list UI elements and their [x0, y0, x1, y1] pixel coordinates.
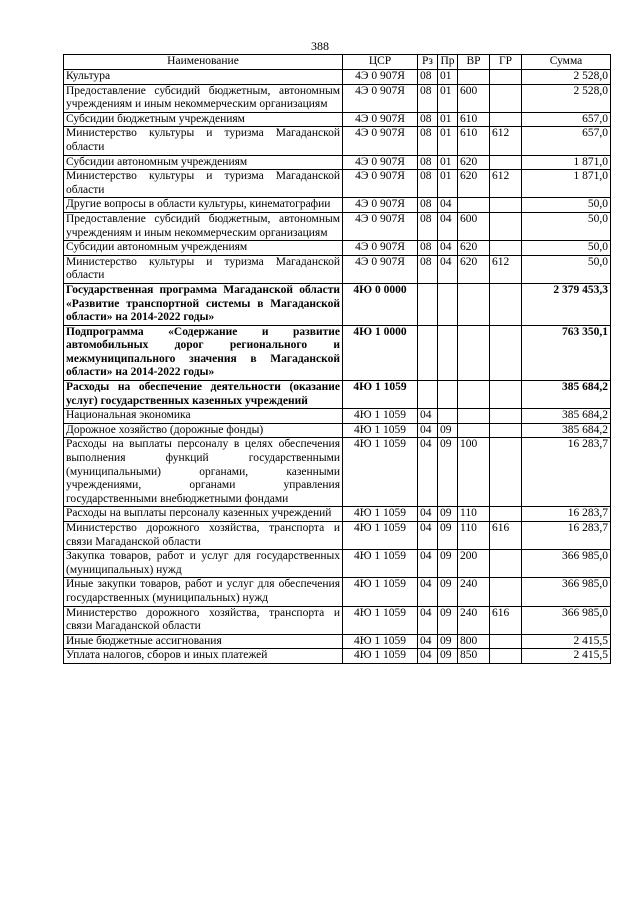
cell-vr: 620	[458, 155, 490, 170]
cell-gr: 612	[490, 127, 522, 155]
cell-rz: 08	[418, 241, 438, 256]
cell-vr: 620	[458, 241, 490, 256]
cell-rz: 04	[418, 606, 438, 634]
column-header-gr: ГР	[490, 55, 522, 70]
column-header-vr: ВР	[458, 55, 490, 70]
column-header-sum: Сумма	[522, 55, 611, 70]
cell-vr: 620	[458, 255, 490, 283]
cell-name: Подпрограмма «Содержание и развитие автомобильных дорог регионального и межмуниципального значения в Магаданской области» на 2014-2022 годы»	[64, 325, 343, 380]
cell-sum: 385 684,2	[522, 409, 611, 424]
cell-vr: 610	[458, 112, 490, 127]
table-row	[64, 283, 611, 325]
cell-sum: 50,0	[522, 241, 611, 256]
cell-gr	[490, 634, 522, 649]
column-header-name: Наименование	[64, 55, 343, 70]
cell-name: Министерство дорожного хозяйства, транспорта и связи Магаданской области	[64, 522, 343, 550]
cell-vr: 100	[458, 438, 490, 507]
cell-csr: 4Э 0 907Я	[343, 170, 418, 198]
cell-pr: 01	[438, 112, 458, 127]
cell-sum: 366 985,0	[522, 606, 611, 634]
column-header-pr: Пр	[438, 55, 458, 70]
cell-gr	[490, 578, 522, 606]
cell-sum: 50,0	[522, 255, 611, 283]
table-row	[64, 438, 611, 507]
cell-sum: 16 283,7	[522, 522, 611, 550]
cell-csr: 4Ю 1 1059	[343, 578, 418, 606]
cell-sum: 50,0	[522, 198, 611, 213]
cell-name: Министерство культуры и туризма Магаданской области	[64, 127, 343, 155]
table-row	[64, 550, 611, 578]
cell-vr: 240	[458, 606, 490, 634]
cell-csr: 4Э 0 907Я	[343, 255, 418, 283]
cell-csr: 4Ю 1 1059	[343, 409, 418, 424]
table-row	[64, 381, 611, 409]
cell-vr: 200	[458, 550, 490, 578]
cell-rz: 04	[418, 409, 438, 424]
cell-csr: 4Э 0 907Я	[343, 70, 418, 85]
cell-pr: 09	[438, 634, 458, 649]
cell-sum: 16 283,7	[522, 438, 611, 507]
table-row	[64, 507, 611, 522]
cell-gr	[490, 155, 522, 170]
cell-sum: 763 350,1	[522, 325, 611, 380]
cell-name: Министерство культуры и туризма Магаданской области	[64, 170, 343, 198]
cell-name: Министерство дорожного хозяйства, транспорта и связи Магаданской области	[64, 606, 343, 634]
cell-vr	[458, 409, 490, 424]
column-header-rz: Рз	[418, 55, 438, 70]
cell-name: Расходы на обеспечение деятельности (оказание услуг) государственных казенных учреждений	[64, 381, 343, 409]
cell-sum: 1 871,0	[522, 155, 611, 170]
cell-pr: 09	[438, 550, 458, 578]
cell-vr: 620	[458, 170, 490, 198]
cell-pr: 04	[438, 255, 458, 283]
cell-rz: 04	[418, 550, 438, 578]
cell-csr: 4Э 0 907Я	[343, 155, 418, 170]
cell-csr: 4Ю 1 0000	[343, 325, 418, 380]
cell-vr: 110	[458, 507, 490, 522]
cell-vr: 850	[458, 649, 490, 664]
cell-gr: 612	[490, 255, 522, 283]
cell-rz: 04	[418, 438, 438, 507]
cell-gr	[490, 283, 522, 325]
cell-rz: 08	[418, 198, 438, 213]
cell-rz: 04	[418, 578, 438, 606]
cell-pr: 04	[438, 241, 458, 256]
cell-vr: 610	[458, 127, 490, 155]
cell-pr: 09	[438, 578, 458, 606]
cell-gr	[490, 423, 522, 438]
cell-gr	[490, 438, 522, 507]
cell-pr: 01	[438, 155, 458, 170]
cell-sum: 2 415,5	[522, 649, 611, 664]
cell-name: Министерство культуры и туризма Магаданской области	[64, 255, 343, 283]
cell-sum: 657,0	[522, 112, 611, 127]
cell-name: Уплата налогов, сборов и иных платежей	[64, 649, 343, 664]
column-header-csr: ЦСР	[343, 55, 418, 70]
cell-name: Дорожное хозяйство (дорожные фонды)	[64, 423, 343, 438]
cell-name: Предоставление субсидий бюджетным, автономным учреждениям и иным некоммерческим организациям	[64, 84, 343, 112]
cell-csr: 4Э 0 907Я	[343, 112, 418, 127]
cell-pr: 04	[438, 198, 458, 213]
cell-name: Иные бюджетные ассигнования	[64, 634, 343, 649]
table-row	[64, 522, 611, 550]
table-row	[64, 255, 611, 283]
cell-rz: 04	[418, 634, 438, 649]
cell-rz: 08	[418, 127, 438, 155]
cell-csr: 4Ю 1 1059	[343, 507, 418, 522]
cell-csr: 4Э 0 907Я	[343, 212, 418, 240]
cell-csr: 4Ю 1 1059	[343, 634, 418, 649]
cell-sum: 657,0	[522, 127, 611, 155]
cell-rz: 04	[418, 507, 438, 522]
cell-csr: 4Э 0 907Я	[343, 241, 418, 256]
table-row	[64, 649, 611, 664]
cell-pr: 09	[438, 522, 458, 550]
cell-rz: 08	[418, 70, 438, 85]
table-row	[64, 170, 611, 198]
cell-gr	[490, 112, 522, 127]
cell-name: Предоставление субсидий бюджетным, автономным учреждениям и иным некоммерческим организациям	[64, 212, 343, 240]
cell-rz: 04	[418, 522, 438, 550]
cell-pr: 01	[438, 170, 458, 198]
cell-gr	[490, 381, 522, 409]
table-row	[64, 84, 611, 112]
cell-pr: 09	[438, 606, 458, 634]
cell-gr	[490, 212, 522, 240]
cell-pr	[438, 325, 458, 380]
cell-name: Расходы на выплаты персоналу казенных учреждений	[64, 507, 343, 522]
cell-sum: 366 985,0	[522, 550, 611, 578]
cell-csr: 4Ю 0 0000	[343, 283, 418, 325]
cell-csr: 4Ю 1 1059	[343, 522, 418, 550]
cell-gr: 612	[490, 170, 522, 198]
page-number: 388	[311, 39, 329, 53]
cell-pr	[438, 283, 458, 325]
cell-pr	[438, 381, 458, 409]
cell-csr: 4Ю 1 1059	[343, 649, 418, 664]
table-header-row	[64, 55, 611, 70]
cell-name: Иные закупки товаров, работ и услуг для обеспечения государственных (муниципальных) нужд	[64, 578, 343, 606]
cell-vr: 800	[458, 634, 490, 649]
cell-csr: 4Ю 1 1059	[343, 438, 418, 507]
cell-csr: 4Ю 1 1059	[343, 550, 418, 578]
cell-vr	[458, 325, 490, 380]
cell-csr: 4Ю 1 1059	[343, 423, 418, 438]
cell-sum: 50,0	[522, 212, 611, 240]
cell-vr: 110	[458, 522, 490, 550]
cell-pr: 01	[438, 84, 458, 112]
table-row	[64, 423, 611, 438]
cell-sum: 2 528,0	[522, 70, 611, 85]
cell-sum: 2 528,0	[522, 84, 611, 112]
cell-gr: 616	[490, 606, 522, 634]
budget-table	[63, 54, 611, 664]
cell-name: Субсидии автономным учреждениям	[64, 241, 343, 256]
table-row	[64, 606, 611, 634]
cell-sum: 16 283,7	[522, 507, 611, 522]
table-body	[64, 70, 611, 664]
cell-gr	[490, 241, 522, 256]
cell-rz: 08	[418, 255, 438, 283]
cell-vr: 600	[458, 84, 490, 112]
cell-pr: 09	[438, 649, 458, 664]
table-row	[64, 198, 611, 213]
table-row	[64, 127, 611, 155]
cell-gr	[490, 325, 522, 380]
table-row	[64, 578, 611, 606]
cell-vr: 600	[458, 212, 490, 240]
cell-name: Расходы на выплаты персоналу в целях обеспечения выполнения функций государственными (муниципальными) органами, казенными учреждениями, органами управления государственными внебюджетными фондами	[64, 438, 343, 507]
table-row	[64, 155, 611, 170]
cell-rz: 08	[418, 170, 438, 198]
cell-pr: 09	[438, 507, 458, 522]
table-row	[64, 241, 611, 256]
cell-sum: 385 684,2	[522, 423, 611, 438]
cell-name: Культура	[64, 70, 343, 85]
cell-csr: 4Ю 1 1059	[343, 606, 418, 634]
cell-vr	[458, 423, 490, 438]
cell-vr	[458, 70, 490, 85]
cell-gr	[490, 84, 522, 112]
cell-rz: 04	[418, 423, 438, 438]
cell-gr	[490, 550, 522, 578]
cell-rz	[418, 325, 438, 380]
cell-name: Другие вопросы в области культуры, кинематографии	[64, 198, 343, 213]
cell-csr: 4Э 0 907Я	[343, 127, 418, 155]
table-row	[64, 634, 611, 649]
table-row	[64, 325, 611, 380]
cell-gr	[490, 507, 522, 522]
cell-sum: 2 415,5	[522, 634, 611, 649]
cell-pr: 09	[438, 438, 458, 507]
cell-csr: 4Э 0 907Я	[343, 84, 418, 112]
cell-pr: 04	[438, 212, 458, 240]
cell-csr: 4Э 0 907Я	[343, 198, 418, 213]
cell-name: Закупка товаров, работ и услуг для государственных (муниципальных) нужд	[64, 550, 343, 578]
cell-rz: 08	[418, 155, 438, 170]
cell-gr	[490, 70, 522, 85]
cell-rz: 08	[418, 112, 438, 127]
cell-gr	[490, 409, 522, 424]
cell-gr	[490, 649, 522, 664]
table-row	[64, 112, 611, 127]
cell-name: Субсидии автономным учреждениям	[64, 155, 343, 170]
table-row	[64, 409, 611, 424]
cell-rz	[418, 283, 438, 325]
cell-pr: 01	[438, 127, 458, 155]
cell-name: Государственная программа Магаданской области «Развитие транспортной системы в Магаданской области» на 2014-2022 годы»	[64, 283, 343, 325]
cell-csr: 4Ю 1 1059	[343, 381, 418, 409]
cell-pr	[438, 409, 458, 424]
table-row	[64, 212, 611, 240]
cell-gr: 616	[490, 522, 522, 550]
cell-gr	[490, 198, 522, 213]
cell-rz: 08	[418, 212, 438, 240]
cell-rz: 04	[418, 649, 438, 664]
cell-sum: 2 379 453,3	[522, 283, 611, 325]
cell-sum: 366 985,0	[522, 578, 611, 606]
cell-name: Национальная экономика	[64, 409, 343, 424]
cell-vr	[458, 381, 490, 409]
cell-rz	[418, 381, 438, 409]
cell-sum: 385 684,2	[522, 381, 611, 409]
cell-name: Субсидии бюджетным учреждениям	[64, 112, 343, 127]
cell-vr: 240	[458, 578, 490, 606]
cell-sum: 1 871,0	[522, 170, 611, 198]
cell-vr	[458, 283, 490, 325]
table-row	[64, 70, 611, 85]
cell-pr: 09	[438, 423, 458, 438]
cell-rz: 08	[418, 84, 438, 112]
cell-vr	[458, 198, 490, 213]
cell-pr: 01	[438, 70, 458, 85]
